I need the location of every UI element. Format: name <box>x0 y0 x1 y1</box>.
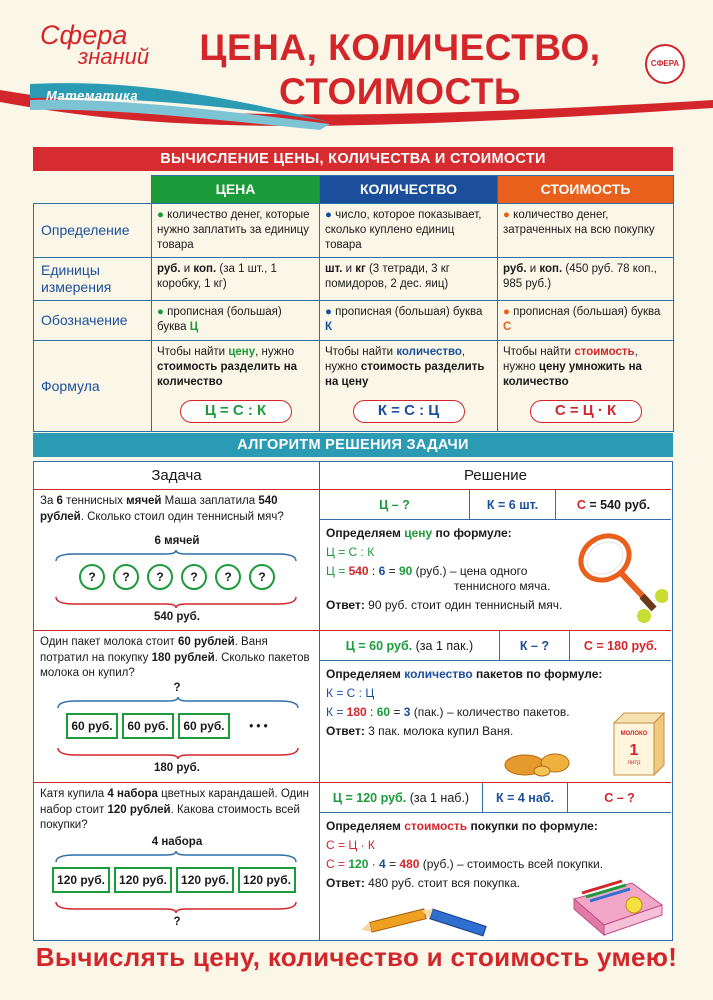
price-box-3: 120 руб. <box>176 867 234 893</box>
solution-body-3: Определяем стоимость покупки по формуле: С = Ц · К С = 120 · 4 = 480 (руб.) – стоимость всей покупки. Ответ: 480 руб. стоит вся покупка. <box>326 819 604 890</box>
pencil-box-icon <box>570 875 666 937</box>
solution-header: Решение <box>320 462 671 490</box>
tennis-racket-icon <box>570 526 668 626</box>
ball-3: ? <box>147 564 173 590</box>
milk-unit: литр <box>627 760 641 766</box>
given-price: Ц = 60 руб. (за 1 пак.) <box>320 631 500 661</box>
solution-body-1: Определяем цену по формуле: Ц = С : К Ц = 540 : 6 = 90 (руб.) – цена одного теннисного мяча. Ответ: 90 руб. стоит один теннисный мяч. <box>326 526 563 612</box>
definition-quantity: ● число, которое показывает, сколько куплено единиц товара <box>320 204 498 258</box>
pencils-icon <box>360 901 490 939</box>
publisher-seal: СФЕРА <box>645 44 685 84</box>
ball-1: ? <box>79 564 105 590</box>
formula-price: Чтобы найти цену, нужно стоимость разделить на количество Ц = С : К <box>152 341 320 432</box>
subject-label: Математика <box>46 88 139 103</box>
brace-top-icon <box>54 851 298 863</box>
logo-text: Сфера <box>40 20 128 50</box>
milk-amount: 1 <box>629 742 639 759</box>
formula-box-quantity: К = С : Ц <box>353 400 465 423</box>
section2-title: АЛГОРИТМ РЕШЕНИЯ ЗАДАЧИ <box>33 433 673 457</box>
definitions-table <box>33 175 674 432</box>
balls-row <box>52 564 302 590</box>
given-quantity: К – ? <box>500 631 570 661</box>
given-cost: С = 540 руб. <box>576 498 651 512</box>
units-quantity: шт. и кг (3 тетради, 3 кг помидоров, 2 дес. яиц) <box>320 258 498 301</box>
brace-label-top: 4 набора <box>151 836 203 848</box>
algorithm-table <box>33 461 673 941</box>
milk-carton-icon <box>608 701 666 779</box>
given-cost: С = 180 руб. <box>583 639 658 653</box>
pencil-sets-row <box>50 867 310 893</box>
given-price: Ц = 120 руб. (за 1 наб.) <box>320 783 483 813</box>
brace-bottom-icon <box>54 596 298 608</box>
row-header-definition: Определение <box>34 204 152 258</box>
task-2: Один пакет молока стоит 60 рублей. Ваня потратил на покупку 180 рублей. Сколько пакетов молока он купил? ? 60 руб. 60 руб. 60 руб. • • • 180 руб. <box>34 631 320 783</box>
ball-4: ? <box>181 564 207 590</box>
brace-label-bottom: ? <box>173 916 181 928</box>
ellipsis: • • • <box>249 721 268 733</box>
price-box-1: 120 руб. <box>52 867 110 893</box>
notation-cost: ● прописная (большая) буква С <box>498 301 674 341</box>
formula-box-price: Ц = С : К <box>180 400 292 423</box>
given-price: Ц – ? <box>320 490 470 520</box>
page-title <box>190 26 610 114</box>
section1-title: ВЫЧИСЛЕНИЕ ЦЕНЫ, КОЛИЧЕСТВА И СТОИМОСТИ <box>33 147 673 171</box>
solution-body-2: Определяем количество пакетов по формуле: К = С : Ц К = 180 : 60 = 3 (пак.) – количество пакетов. Ответ: 3 пак. молока купил Ваня. <box>326 667 603 738</box>
task-header: Задача <box>34 462 320 490</box>
task-3: Катя купила 4 набора цветных карандашей. Один набор стоит 120 рублей. Какова стоимость всей покупки? 4 набора 120 руб. 120 руб. 120 руб. 120 руб. ? <box>34 783 320 940</box>
definition-price: ● количество денег, которые нужно заплатить за единицу товара <box>152 204 320 258</box>
given-quantity: К = 4 наб. <box>483 783 568 813</box>
given-row-2 <box>320 631 671 661</box>
ball-5: ? <box>215 564 241 590</box>
units-cost: руб. и коп. (450 руб. 78 коп., 985 руб.) <box>498 258 674 301</box>
title-line-2: СТОИМОСТЬ <box>279 71 521 112</box>
corner-cell <box>34 176 152 204</box>
col-header-price: ЦЕНА <box>152 176 320 204</box>
given-row-3 <box>320 783 671 813</box>
solution-1 <box>320 490 671 631</box>
ball-2: ? <box>113 564 139 590</box>
col-header-quantity: КОЛИЧЕСТВО <box>320 176 498 204</box>
price-box-3: 60 руб. <box>178 713 230 739</box>
milk-label: МОЛОКО <box>620 731 648 737</box>
given-quantity: К = 6 шт. <box>470 490 556 520</box>
units-price: руб. и коп. (за 1 шт., 1 коробку, 1 кг) <box>152 258 320 301</box>
price-box-4: 120 руб. <box>238 867 296 893</box>
price-box-2: 60 руб. <box>122 713 174 739</box>
brace-label-top: 6 мячей <box>154 535 200 547</box>
brace-bottom-icon <box>56 747 300 759</box>
logo-text-2: знаний <box>78 44 150 69</box>
brace-top-icon <box>56 697 300 709</box>
solution-2 <box>320 631 671 783</box>
price-box-2: 120 руб. <box>114 867 172 893</box>
definition-cost: ● количество денег, затраченных на всю покупку <box>498 204 674 258</box>
brace-bottom-icon <box>54 901 298 913</box>
bottom-slogan: Вычислять цену, количество и стоимость умею! <box>35 942 678 972</box>
given-cost: С – ? <box>604 791 635 805</box>
brace-label-bottom: 540 руб. <box>154 611 200 623</box>
task-1: За 6 теннисных мячей Маша заплатила 540 рублей. Сколько стоил один теннисный мяч? 6 мячей ? ? ? ? ? ? 540 руб. <box>34 490 320 631</box>
formula-cost: Чтобы найти стоимость, нужно цену умножить на количество С = Ц · К <box>498 341 674 432</box>
given-row-1 <box>320 490 671 520</box>
row-header-notation: Обозначение <box>34 301 152 341</box>
solution-3 <box>320 783 671 940</box>
row-header-formula: Формула <box>34 341 152 432</box>
brace-label-bottom: 180 руб. <box>154 762 200 774</box>
ball-6: ? <box>249 564 275 590</box>
brace-label-top: ? <box>173 682 181 694</box>
price-box-1: 60 руб. <box>66 713 118 739</box>
formula-box-cost: С = Ц · К <box>530 400 642 423</box>
milk-boxes-row <box>64 713 304 739</box>
col-header-cost: СТОИМОСТЬ <box>498 176 674 204</box>
cookies-icon <box>500 741 580 779</box>
notation-price: ● прописная (большая) буква Ц <box>152 301 320 341</box>
title-line-1: ЦЕНА, КОЛИЧЕСТВО, <box>199 27 601 68</box>
formula-quantity: Чтобы найти количество, нужно стоимость разделить на цену К = С : Ц <box>320 341 498 432</box>
notation-quantity: ● прописная (большая) буква К <box>320 301 498 341</box>
brace-top-icon <box>54 550 298 562</box>
row-header-units: Единицы измерения <box>34 258 152 301</box>
